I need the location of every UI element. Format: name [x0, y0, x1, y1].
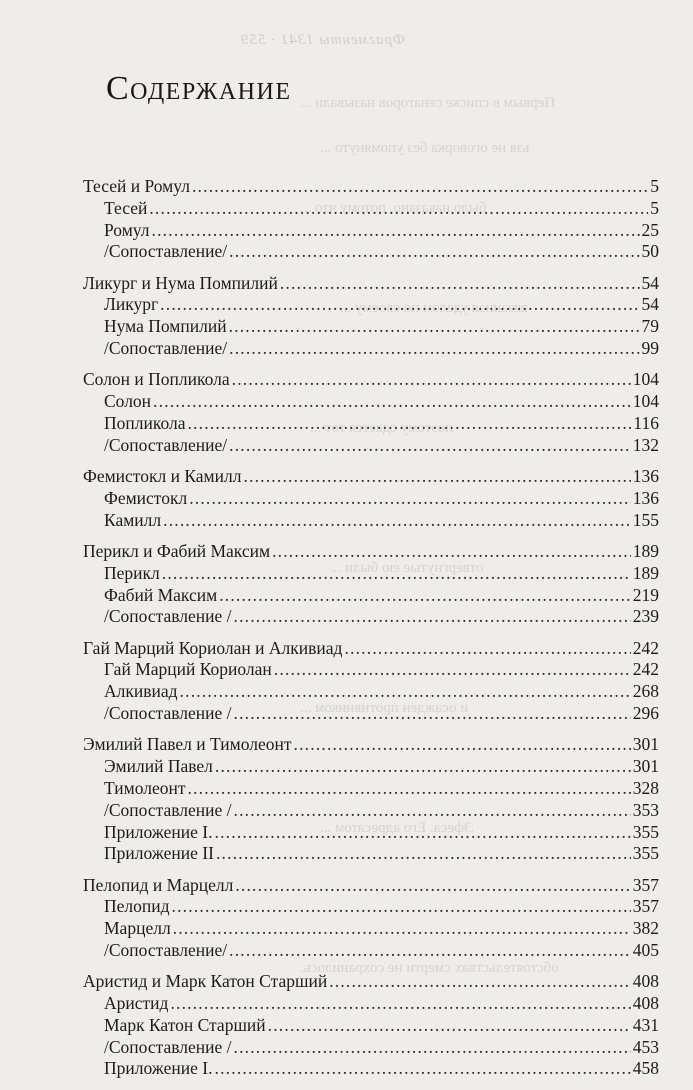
toc-subentry-title: Эмилий Павел	[104, 756, 213, 777]
toc-subentry-row	[83, 1058, 659, 1080]
toc-subentry-page-number: 357	[632, 896, 659, 917]
toc-subentry-page-number: 355	[632, 821, 659, 842]
dot-leader	[215, 1058, 631, 1080]
toc-subentry-title: Нума Помпилий	[104, 316, 227, 337]
toc-entry-title: Перикл и Фабий Максим	[83, 540, 271, 561]
toc-subentry-title: Гай Марций Кориолан	[104, 659, 272, 680]
toc-entry-row	[83, 273, 659, 295]
toc-subentry-page-number: 431	[632, 1014, 659, 1035]
toc-subentry-row	[83, 659, 659, 681]
toc-subentry-page-number: 328	[632, 777, 659, 798]
toc-subentry-row	[83, 703, 659, 725]
toc-subentry-row	[83, 1037, 659, 1059]
dot-leader	[187, 413, 631, 435]
toc-subentry-title: Попликола	[104, 412, 186, 433]
toc-subentry-title: /Сопоставление/	[104, 434, 228, 455]
toc-subentry-title: /Сопоставление/	[104, 338, 228, 359]
dot-leader	[173, 918, 631, 940]
toc-subentry-row	[83, 435, 659, 457]
toc-subentry-page-number: 239	[632, 606, 659, 627]
toc-subentry-page-number: 268	[632, 681, 659, 702]
toc-section	[83, 273, 659, 360]
page-title: Содержание	[106, 70, 292, 107]
toc-subentry-page-number: 355	[632, 843, 659, 864]
dot-leader	[268, 1015, 631, 1037]
dot-leader	[294, 734, 631, 756]
toc-subentry-row	[83, 510, 659, 532]
toc-subentry-title: Марк Катон Старший	[104, 1014, 266, 1035]
toc-subentry-page-number: 54	[641, 294, 659, 315]
dot-leader	[180, 681, 631, 703]
toc-subentry-row	[83, 896, 659, 918]
dot-leader	[243, 466, 630, 488]
toc-subentry-row	[83, 606, 659, 628]
toc-subentry-title: Тесей	[104, 197, 148, 218]
toc-subentry-page-number: 219	[632, 584, 659, 605]
toc-entry-page-number: 408	[632, 971, 659, 992]
toc-subentry-page-number: 242	[632, 659, 659, 680]
toc-subentry-title: Алкивиад	[104, 681, 178, 702]
toc-subentry-page-number: 405	[632, 940, 659, 960]
toc-entry-row	[83, 971, 659, 993]
dot-leader	[163, 510, 631, 532]
toc-subentry-row	[83, 778, 659, 800]
toc-subentry-row	[83, 563, 659, 585]
dot-leader	[234, 606, 631, 628]
toc-subentry-title: Тимолеонт	[104, 777, 186, 798]
toc-entry-title: Гай Марций Кориолан и Алкивиад	[83, 637, 343, 658]
toc-subentry-title: /Сопоставление /	[104, 799, 232, 820]
toc-subentry-title: /Сопоставление /	[104, 703, 232, 724]
dot-leader	[172, 896, 631, 918]
toc-subentry-title: Ликург	[104, 294, 159, 315]
toc-subentry-page-number: 155	[632, 509, 659, 530]
toc-section	[83, 369, 659, 456]
dot-leader	[229, 338, 639, 360]
toc-subentry-title: Камилл	[104, 509, 162, 530]
dot-leader	[152, 220, 640, 242]
dot-leader	[274, 659, 631, 681]
toc-subentry-page-number: 116	[633, 412, 659, 433]
toc-subentry-row	[83, 843, 659, 865]
toc-subentry-page-number: 189	[632, 562, 659, 583]
toc-section	[83, 638, 659, 725]
toc-subentry-row	[83, 800, 659, 822]
dot-leader	[235, 875, 630, 897]
toc-subentry-title: Ромул	[104, 219, 150, 240]
toc-subentry-page-number: 25	[641, 219, 659, 240]
toc-entry-title: Пелопид и Марцелл	[83, 874, 234, 895]
toc-entry-title: Аристид и Марк Катон Старший	[83, 971, 328, 992]
toc-subentry-row	[83, 391, 659, 413]
dot-leader	[234, 800, 631, 822]
toc-subentry-title: Перикл	[104, 562, 160, 583]
toc-subentry-page-number: 99	[641, 338, 659, 359]
toc-entry-page-number: 301	[632, 734, 659, 755]
dot-leader	[215, 756, 631, 778]
dot-leader	[153, 391, 631, 413]
toc-entry-title: Ликург и Нума Помпилий	[83, 272, 278, 293]
toc-subentry-title: Фемистокл	[104, 487, 188, 508]
dot-leader	[234, 1037, 631, 1059]
toc-subentry-page-number: 458	[632, 1058, 659, 1079]
toc-subentry-page-number: 382	[632, 918, 659, 939]
toc-section	[83, 466, 659, 531]
dot-leader	[216, 843, 631, 865]
toc-subentry-title: Аристид	[104, 993, 169, 1014]
toc-subentry-row	[83, 681, 659, 703]
toc-subentry-title: Приложение I.	[104, 821, 213, 842]
toc-entry-title: Эмилий Павел и Тимолеонт	[83, 734, 292, 755]
dot-leader	[149, 198, 648, 220]
toc-subentry-row	[83, 294, 659, 316]
toc-entry-page-number: 242	[632, 637, 659, 658]
toc-subentry-row	[83, 241, 659, 263]
toc-entry-row	[83, 369, 659, 391]
toc-subentry-row	[83, 488, 659, 510]
toc-subentry-page-number: 453	[632, 1036, 659, 1057]
toc-subentry-page-number: 296	[632, 703, 659, 724]
dot-leader	[162, 563, 631, 585]
toc-subentry-title: Фабий Максим	[104, 584, 218, 605]
toc-subentry-row	[83, 756, 659, 778]
toc-subentry-title: Приложение II	[104, 843, 214, 864]
dot-leader	[280, 273, 640, 295]
toc-subentry-row	[83, 918, 659, 940]
toc-subentry-page-number: 5	[650, 197, 659, 218]
toc-subentry-row	[83, 822, 659, 844]
toc-entry-row	[83, 466, 659, 488]
toc-subentry-row	[83, 413, 659, 435]
toc-subentry-title: Приложение I.	[104, 1058, 213, 1079]
toc-subentry-title: /Сопоставление /	[104, 1036, 232, 1057]
toc-section	[83, 875, 659, 962]
toc-subentry-title: /Сопоставление/	[104, 241, 228, 262]
toc-subentry-row	[83, 338, 659, 360]
toc-subentry-page-number: 50	[641, 241, 659, 262]
toc-entry-row	[83, 638, 659, 660]
toc-subentry-title: /Сопоставление/	[104, 940, 228, 960]
toc-entry-row	[83, 176, 659, 198]
toc-entry-page-number: 104	[632, 369, 659, 390]
toc-subentry-title: /Сопоставление /	[104, 606, 232, 627]
dot-leader	[187, 778, 630, 800]
toc-subentry-page-number: 353	[632, 799, 659, 820]
toc-entry-row	[83, 875, 659, 897]
toc-subentry-page-number: 301	[632, 756, 659, 777]
toc-entry-page-number: 136	[632, 466, 659, 487]
toc-subentry-page-number: 132	[632, 434, 659, 455]
toc-section	[83, 734, 659, 865]
dot-leader	[215, 822, 631, 844]
dot-leader	[344, 638, 630, 660]
toc-subentry-row	[83, 220, 659, 242]
toc-entry-page-number: 189	[632, 540, 659, 561]
toc-subentry-row	[83, 585, 659, 607]
toc-subentry-row	[83, 198, 659, 220]
dot-leader	[229, 435, 631, 457]
toc-entry-page-number: 357	[632, 874, 659, 895]
dot-leader	[229, 241, 639, 263]
page-bleed-through: Первым в списке сенаторов называли ... ьзя не оговорка без упомянуто ... было наказано, потому что ... вязанная уделом по своему ... поэтому сдается тот ... отвергнутые ею были ... и осажден противником ... Эфеса. Его адресатом ... обстоятельствах смерти не сохранилось.	[300, 95, 559, 976]
dot-leader	[170, 993, 630, 1015]
toc-section	[83, 541, 659, 628]
dot-leader	[229, 940, 631, 962]
toc-subentry-row	[83, 993, 659, 1015]
dot-leader	[234, 703, 631, 725]
toc-subentry-row	[83, 316, 659, 338]
dot-leader	[189, 488, 631, 510]
dot-leader	[160, 294, 639, 316]
toc-subentry-page-number: 104	[632, 391, 659, 412]
toc-subentry-row	[83, 1015, 659, 1037]
toc-subentry-row	[83, 940, 659, 962]
toc-section	[83, 176, 659, 263]
dot-leader	[329, 971, 631, 993]
toc-subentry-title: Солон	[104, 391, 152, 412]
toc-subentry-page-number: 136	[632, 487, 659, 508]
toc-entry-page-number: 54	[641, 272, 659, 293]
toc-section	[83, 971, 659, 1080]
toc-entry-title: Тесей и Ромул	[83, 176, 190, 196]
table-of-contents	[83, 176, 659, 1090]
toc-entry-page-number: 5	[650, 176, 659, 196]
toc-entry-title: Фемистокл и Камилл	[83, 466, 242, 487]
dot-leader	[229, 316, 640, 338]
toc-entry-title: Солон и Попликола	[83, 369, 230, 390]
toc-subentry-page-number: 408	[632, 993, 659, 1014]
dot-leader	[219, 585, 631, 607]
dot-leader	[272, 541, 631, 563]
dot-leader	[232, 369, 631, 391]
running-head: Фрагменты 1341 · 559	[240, 32, 406, 48]
dot-leader	[192, 176, 648, 198]
toc-subentry-title: Марцелл	[104, 918, 171, 939]
toc-subentry-title: Пелопид	[104, 896, 170, 917]
toc-entry-row	[83, 734, 659, 756]
toc-entry-row	[83, 541, 659, 563]
toc-subentry-page-number: 79	[641, 316, 659, 337]
